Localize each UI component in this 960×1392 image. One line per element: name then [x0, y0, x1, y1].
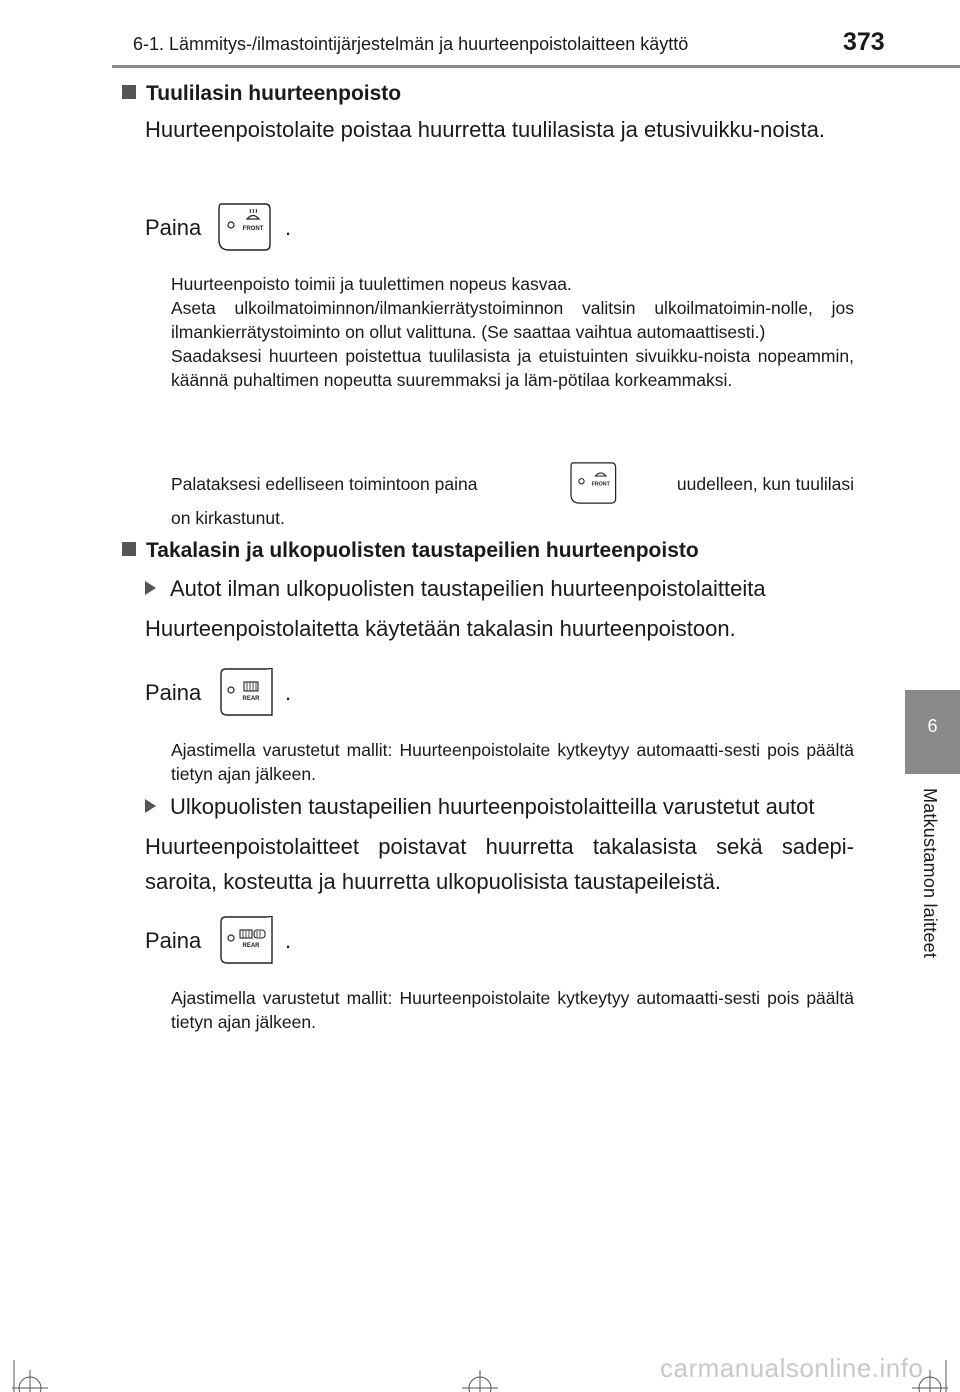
press-suffix: . — [285, 680, 292, 705]
return-text-line2: on kirkastunut. — [171, 508, 285, 528]
windshield-notes — [171, 272, 854, 392]
front-button-text: FRONT — [242, 226, 264, 232]
return-text-after: uudelleen, kun tuulilasi — [676, 474, 854, 494]
chapter-tab — [905, 690, 960, 774]
note-line: Huurteenpoisto toimii ja tuulettimen nopeus kasvaa. — [171, 274, 572, 294]
section-heading-rear — [122, 539, 699, 563]
header-rule — [112, 65, 960, 68]
subheading-with-mirror-defoggers — [145, 794, 815, 820]
subheading-no-mirror-defoggers — [145, 576, 766, 602]
chapter-number: 6 — [927, 716, 938, 736]
square-bullet-icon — [122, 85, 136, 99]
rear-note-timer: Ajastimella varustetut mallit: Huurteenpoistolaite kytkeytyy automaatti-sesti pois päältä tietyn ajan jälkeen. — [171, 740, 854, 784]
press-suffix: . — [285, 215, 292, 240]
rear-mirror-defogger-description: Huurteenpoistolaitteet poistavat huurretta takalasista sekä sadepi-saroita, kosteutta ja huurretta ulkopuolisista taustapeileistä. — [145, 834, 854, 894]
watermark: carmanualsonline.info — [660, 1353, 924, 1383]
note-line: Aseta ulkoilmatoiminnon/ilmankierrätystoiminnon valitsin ulkoilmatoimin-nolle, jos ilmankierrätystoiminto on ollut valittuna. (Se saattaa vaihtua automaattisesti.) — [171, 298, 854, 342]
rear-mirror-defogger-button-icon — [217, 916, 273, 964]
return-instruction — [171, 462, 854, 512]
front-defroster-button-icon — [215, 203, 271, 251]
chapter-label: Matkustamon laitteet — [920, 788, 940, 959]
square-bullet-icon — [122, 542, 136, 556]
rear-button-text: REAR — [242, 943, 260, 949]
section-heading-text: Tuulilasin huurteenpoisto — [146, 82, 402, 105]
subheading-text: Ulkopuolisten taustapeilien huurteenpoistolaitteilla varustetut autot — [170, 794, 815, 819]
return-text-before: Palataksesi edelliseen toimintoon paina — [171, 474, 478, 494]
press-suffix: . — [285, 928, 292, 953]
triangle-bullet-icon — [145, 581, 156, 595]
section-heading-text: Takalasin ja ulkopuolisten taustapeilien huurteenpoisto — [146, 539, 699, 562]
running-header: 6-1. Lämmitys-/ilmastointijärjestelmän ja huurteenpoistolaitteen käyttö — [133, 34, 689, 54]
rear-defogger-button-icon — [217, 668, 273, 716]
rear-button-text: REAR — [242, 696, 260, 702]
press-rear-mirror-line — [145, 916, 445, 966]
rear-mirror-note-timer: Ajastimella varustetut mallit: Huurteenpoistolaite kytkeytyy automaatti-sesti pois päältä tietyn ajan jälkeen. — [171, 988, 854, 1032]
press-label: Paina — [145, 215, 202, 240]
front-defroster-button-icon — [567, 462, 617, 504]
windshield-description: Huurteenpoistolaite poistaa huurretta tuulilasista ja etusivuikku-noista. — [145, 117, 825, 142]
rear-defogger-description: Huurteenpoistolaitetta käytetään takalasin huurteenpoistoon. — [145, 616, 736, 641]
front-button-text: FRONT — [591, 481, 610, 488]
press-rear-line — [145, 668, 445, 718]
section-heading-windshield — [122, 82, 401, 106]
press-front-line — [145, 203, 445, 253]
press-label: Paina — [145, 680, 202, 705]
note-line: Saadaksesi huurteen poistettua tuulilasista ja etuistuinten sivuikku-noista nopeammin, käännä puhaltimen nopeutta suuremmaksi ja läm-pötilaa korkeammaksi. — [171, 346, 854, 390]
subheading-text: Autot ilman ulkopuolisten taustapeilien huurteenpoistolaitteita — [170, 576, 766, 601]
page-number: 373 — [843, 28, 885, 56]
press-label: Paina — [145, 928, 202, 953]
triangle-bullet-icon — [145, 799, 156, 813]
